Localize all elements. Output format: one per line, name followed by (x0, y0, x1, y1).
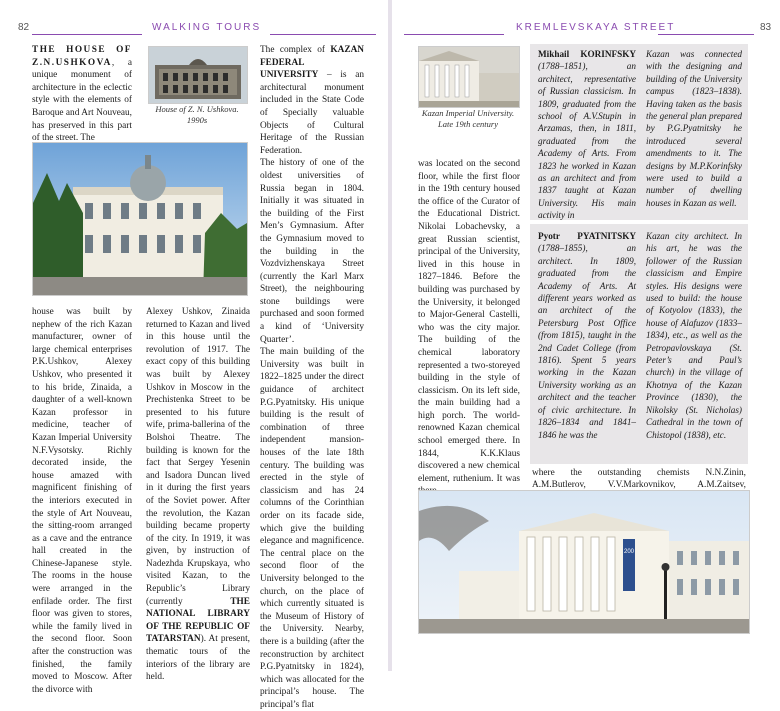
chemists-paragraph: where the outstanding chemists N.N.Zinin, A.M.Butlerov, V.V.Markovnikov, A.M.Zaitsev, (532, 468, 746, 491)
bio-text: (1788–1851), an architect, representative of Russian classicism. In 1809, graduated from the school of A.V.Stupin in Arzamas, then, in 1811, graduated from the Academy of Arts. From 1823 he worked in Kazan as an architect and from 1837 taught at Kazan University. His main activity in (538, 61, 636, 221)
university-paragraph (260, 44, 364, 711)
page-number: 83 (760, 22, 772, 33)
right-page (392, 0, 780, 671)
header-rule (404, 34, 504, 35)
intro-text: , a unique monument of architecture in the eclectic style with the elements of Baroque and Art Nouveau, has preserved in this part of the street. The (32, 57, 132, 144)
photo-ushkova-house-color (32, 142, 248, 296)
photo-kazan-university-19th-century (418, 46, 520, 108)
university-continued-paragraph: was located on the second floor, while the first floor in the 19th century housed the office of the Curator of the Educational District. Nikolai Lobachevsky, a great Russian scientist, principal of the University, lived in this house in 1827–1846. Before the building was purchased by the University, it belonged to Major-General Castelli, who was the city major. The building of the chemical laboratory represented a two-storeyed building in the style of classicism. On its left side, the main building had a high porch. The world-renowned Kazan chemical school emerged there. In 1844, K.K.Klaus discovered a new chemical element, ruthenium. It was (418, 159, 520, 484)
bio-text: (1788–1855), an architect. In 1809, graduated from the Academy of Arts. At different years worked as an architect of the Petersburg Post Office (from 1815), taught in the 2nd Cadet College (from 1816). Spent 5 years working in the Kazan University working as an architect and the teacher of civic architecture. In 1826–1834 and 1841–1846 he was the (538, 243, 636, 440)
photo-kazan-university-main-building (418, 490, 750, 634)
bio-korinfsky-right: Kazan was connected with the designing and building of the University campus (1823–1838). Having taken as the basis the general plan prepared by P.G.Pyatnitsky he introduced several amendments to it. The designs by M.P.Korinfsky were used to build a number of dwelling houses in Kazan as well. (646, 49, 742, 208)
banner-label: 200 (623, 549, 635, 555)
running-header: KREMLEVSKAYA STREET (516, 22, 676, 33)
left-page (0, 0, 388, 710)
header-rule (270, 34, 376, 35)
photo-ushkova-house-1990s (148, 46, 248, 104)
photo-caption: House of Z. N. Ushkova. 1990s (155, 104, 239, 125)
running-header: WALKING TOURS (152, 22, 262, 33)
history-paragraph: The history of one of the oldest universities of Russia began in 1804. Initially it was situated in the building of the First Men’s Gymnasium. After the Gymnasium moved to the building in the Vozdvizhenskaya Street (currently the Karl Marx Street), the neighbouring stone buildings were purchased and soon formed a kind of ‘University Quarter’. (260, 158, 364, 345)
text-span: The complex of (260, 45, 331, 55)
photo-caption: Kazan Imperial University. Late 19th century (421, 108, 515, 129)
library-paragraph (146, 306, 250, 684)
text-span: Alexey Ushkov, Zinaida returned to Kazan and lived in this house until the revolution of 1917. The exact copy of this building was built by Alexey Ushkov in Moscow in the Prechistenka Street to be presented to his future wife, prima-ballerina of the Bolshoi Theatre. The building is known for the fact that Sergey Yesenin and Isadora Duncan lived in it during the first years of the Soviet power. After the revolution, the Kazan building became property of the city. In 1919, it was given, by instruction of Nadezhda Krupskaya, who visited Kazan, to the Republic’s Library (currently (146, 307, 250, 607)
header-rule (32, 34, 142, 35)
text-span: ). At present, thematic tours of the interiors of the library are held. (146, 634, 250, 683)
bio-pyatnitsky-right: Kazan city architect. In his art, he was the follower of the Russian classicism and Empire styles. His designs were used to build: the house of Kotyolov (1833), the house of Alafuzov (1833–1834), etc., as well as the Petropavlovskaya (St. Peter’s and Paul’s church) in the village of Khotnya of the Kazan Province (1830), the Nikolsky (St. Nicholas) Cathedral in the town of Chistopol (1838), etc. (646, 231, 742, 440)
bio-name: Pyotr PYATNITSKY (538, 231, 636, 241)
national-library-title: THE NATIONAL LIBRARY OF THE REPUBLIC OF TATARSTAN (146, 596, 250, 645)
bio-pyatnitsky-left (538, 230, 636, 441)
page-number: 82 (18, 22, 30, 33)
kfu-title: KAZAN FEDERAL UNIVERSITY (260, 45, 364, 81)
main-building-paragraph: The main building of the University was built in 1822–1825 under the direct guidance of architect P.G.Pyatnitsky. His unique building is the result of combination of three independent mansion-houses of the late 18th century. The building was erected in the style of classicism and has 24 columns of the Corinthian order on its facade side, which give the building elegance and magnificence. The central place on the second floor of the University belonged to the church, on the place of which currently situated is the Museum of History of the University. Nearby, there is a building (after the reconstruction by architect P.G.Pyatnitsky in 1824), which was allocated for the principal’s house. The principal’s flat (260, 347, 364, 710)
ushkova-story-paragraph: house was built by nephew of the rich Kazan manufacturer, owner of large chemical enterprises P.K.Ushkov, Alexey Ushkov, who presented it to his bride, Zinaida, a daughter of a well-known Kazan professor in medicine, teacher of Kazan Imperial University N.F.Vysotsky. Richly decorated inside, the house amazed with magnificent finishing of the interiors executed in the style of Art Nouveau, the sitting-room arranged as a cave and the entrance hall created in the Chinese-Japanese style. The rooms in the house were arranged in the enfilade order. The first floor was given to stores, while the family lived in the second floor. Soon after the construction was finished, the family moved to Moscow. After the divorce with (32, 307, 132, 695)
header-rule (658, 34, 754, 35)
text-span: – is an architectural monument included in the State Code of Specially valuable Objects of Cultural Heritage of the Russian Federation. (260, 70, 364, 156)
bio-name: Mikhail KORINFSKY (538, 49, 636, 59)
section-title: THE HOUSE OF Z.N.USHKOVA (32, 45, 132, 68)
intro-paragraph (32, 44, 132, 145)
university-banner (623, 539, 635, 591)
bio-korinfsky-left (538, 48, 636, 222)
